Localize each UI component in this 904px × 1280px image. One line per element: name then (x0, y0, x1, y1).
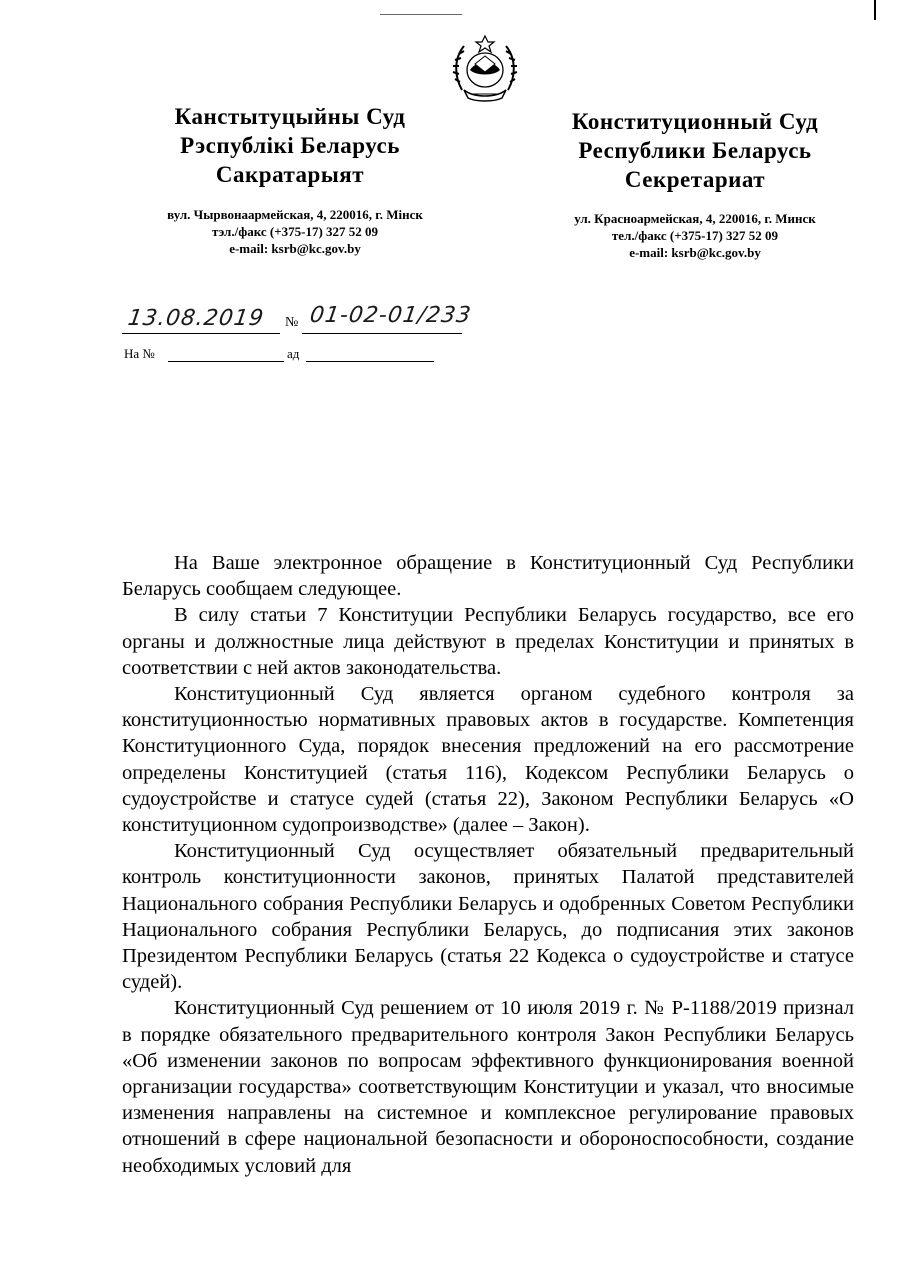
reply-date-blank (306, 361, 434, 362)
body-paragraph: Конституционный Суд решением от 10 июля 2019 г. № Р-1188/2019 признал в порядке обязательного предварительного контроля Закон Республики Беларусь «Об изменении законов по вопросам эффективного функционирования военной организации государства» соответствующим Конституции и указал, что вносимые изменения направлены на системное и комплексное регулирование правовых отношений в сфере национальной безопасности и обороноспособности, создание необходимых условий для (122, 997, 854, 1177)
header-left-address: вул. Чырвонаармейская, 4, 220016, г. Мінск (167, 207, 423, 222)
header-right-phone: тел./факс (+375-17) 327 52 09 (611, 228, 779, 243)
reply-date-label: ад (287, 346, 300, 361)
header-right-org (520, 107, 870, 194)
body-paragraph: Конституционный Суд осуществляет обязательный предварительный контроль конституционности законов, принятых Палатой представителей Национального собрания Республики Беларусь и одобренных Советом Республики Национального собрания Республики Беларусь, до подписания этих законов Президентом Республики Беларусь (статья 22 Кодекса о судоустройстве и статусе судей). (122, 840, 854, 994)
body-paragraph: В силу статьи 7 Конституции Республики Беларусь государство, все его органы и должностные лица действуют в пределах Конституции и принятых в соответствии с ней актов законодательства. (122, 604, 854, 679)
date-underline (122, 333, 280, 334)
state-emblem-icon (450, 32, 520, 104)
header-left-org (120, 102, 460, 189)
header-right-email: e-mail: ksrb@kc.gov.by (629, 245, 761, 260)
reply-number-label: На № (124, 346, 155, 361)
header-right-address: ул. Красноармейская, 4, 220016, г. Минск (574, 211, 816, 226)
header-right-contacts (520, 210, 870, 261)
header-left-line3: Сакратарыят (215, 162, 365, 187)
registration-date: 13.08.2019 (126, 306, 266, 331)
header-left-contacts (110, 206, 480, 257)
header-left-line2: Рэспублікі Беларусь (180, 133, 400, 158)
body-paragraph: Конституционный Суд является органом судебного контроля за конституционностью нормативных правовых актов в государстве. Компетенция Конституционного Суда, порядок внесения предложений на его рассмотрение определены Конституцией (статья 116), Кодексом Республики Беларусь о судоустройстве и статусе судей (статья 22), Законом Республики Беларусь «О конституционном судопроизводстве» (далее – Закон). (122, 683, 854, 837)
letter-body (122, 550, 854, 1179)
number-underline (302, 333, 462, 334)
reply-number-blank (168, 361, 284, 362)
header-right-line3: Секретариат (624, 167, 766, 192)
header-right-line2: Республики Беларусь (578, 138, 812, 163)
header-left-line1: Канстытуцыйны Суд (174, 104, 406, 129)
number-sign: № (285, 315, 299, 330)
registration-number: 01-02-01/233 (308, 303, 474, 328)
reply-reference-line (124, 346, 464, 366)
scan-corner-mark (874, 0, 876, 20)
registration-line (122, 303, 482, 343)
header-left-phone: тэл./факс (+375-17) 327 52 09 (211, 224, 379, 239)
header-right-line1: Конституционный Суд (571, 109, 819, 134)
top-scan-line (380, 14, 462, 15)
header-left-email: e-mail: ksrb@kc.gov.by (229, 241, 361, 256)
body-paragraph: На Ваше электронное обращение в Конституционный Суд Республики Беларусь сообщаем следующее. (122, 552, 854, 601)
